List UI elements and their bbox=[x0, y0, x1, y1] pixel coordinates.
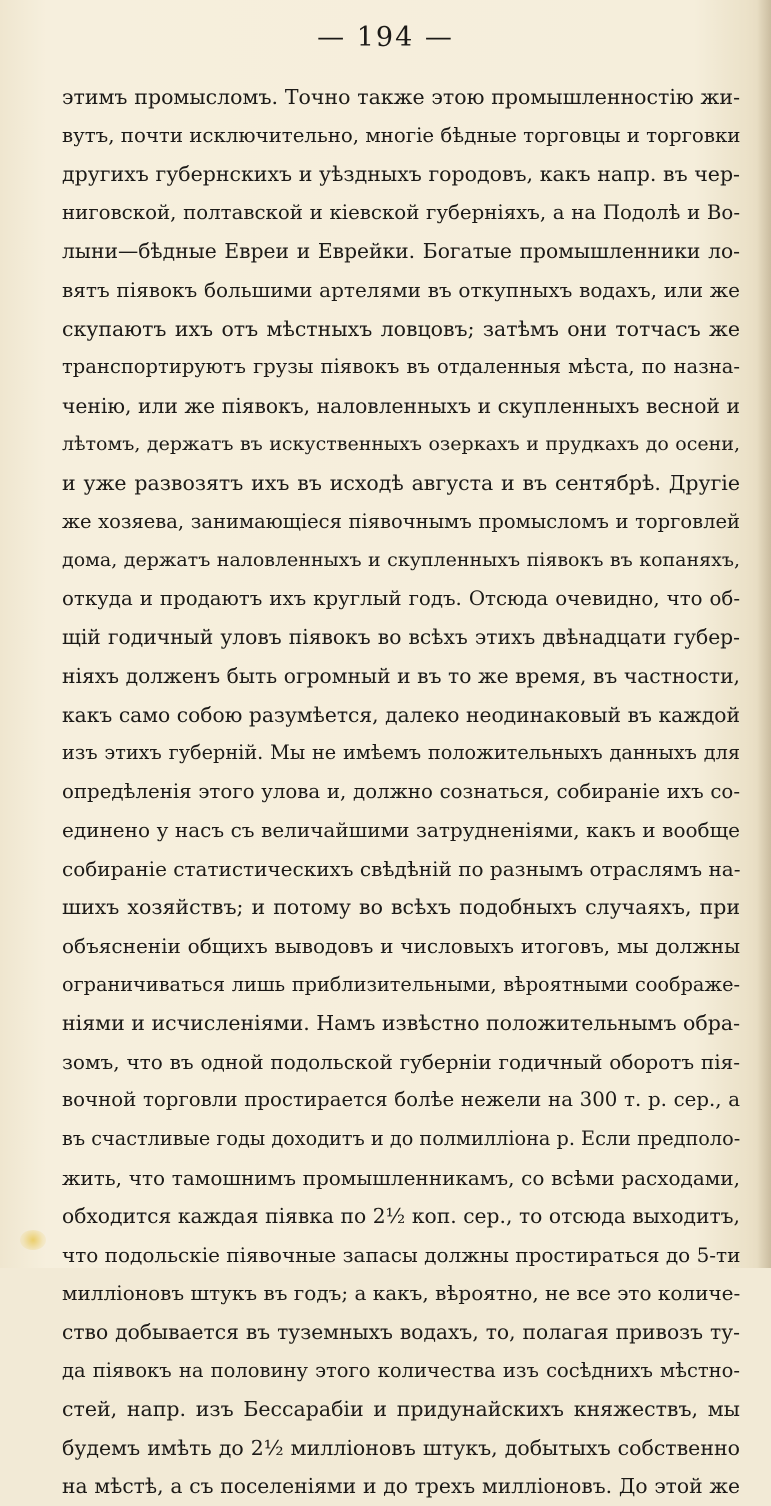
text-line: объясненіи общихъ выводовъ и числовыхъ итоговъ, мы должны bbox=[62, 934, 740, 959]
text-line: ніяхъ долженъ быть огромный и въ то же время, въ частности, bbox=[62, 663, 740, 688]
body-text bbox=[62, 78, 740, 1506]
text-line: какъ само собою разумѣется, далеко неодинаковый въ каждой bbox=[62, 702, 740, 727]
page-edge-shadow bbox=[757, 0, 771, 1268]
text-line: откуда и продаютъ ихъ круглый годъ. Отсюда очевидно, что об- bbox=[62, 586, 740, 610]
text-line: ограничиваться лишь приблизительными, вѣроятными соображе- bbox=[62, 972, 740, 996]
text-line: транспортируютъ грузы піявокъ въ отдаленныя мѣста, по назна- bbox=[62, 355, 740, 379]
text-line: скупаютъ ихъ отъ мѣстныхъ ловцовъ; затѣмъ они тотчасъ же bbox=[62, 316, 740, 341]
text-line: вутъ, почти исключительно, многіе бѣдные торговцы и торговки bbox=[62, 123, 741, 147]
text-line: да піявокъ на половину этого количества изъ сосѣднихъ мѣстно- bbox=[62, 1358, 740, 1382]
text-line: и уже развозятъ ихъ въ исходѣ августа и въ сентябрѣ. Другіе bbox=[62, 470, 740, 495]
text-line: ченію, или же піявокъ, наловленныхъ и скупленныхъ весной и bbox=[62, 393, 740, 418]
text-line: шихъ хозяйствъ; и потому во всѣхъ подобныхъ случаяхъ, при bbox=[62, 895, 740, 920]
text-line: вочной торговли простирается болѣе нежели на 300 т. р. сер., а bbox=[62, 1088, 740, 1112]
paper-stain bbox=[20, 1230, 46, 1250]
text-line: милліоновъ штукъ въ годъ; а какъ, вѣроятно, не все это количе- bbox=[62, 1281, 741, 1306]
text-line: стей, напр. изъ Бессарабіи и придунайскихъ княжествъ, мы bbox=[62, 1397, 740, 1422]
text-line: этимъ промысломъ. Точно также этою промышленностію жи- bbox=[62, 85, 740, 109]
text-line: другихъ губернскихъ и уѣздныхъ городовъ, какъ напр. въ чер- bbox=[62, 162, 740, 187]
text-line: зомъ, что въ одной подольской губерніи годичный оборотъ пія- bbox=[62, 1049, 740, 1074]
text-line: лѣтомъ, держатъ въ искуственныхъ озеркахъ и прудкахъ до осени, bbox=[62, 433, 740, 456]
text-line: вятъ піявокъ большими артелями въ откупныхъ водахъ, или же bbox=[62, 277, 740, 302]
text-line: дома, держатъ наловленныхъ и скупленныхъ піявокъ въ копаняхъ, bbox=[62, 549, 740, 572]
text-line: ніями и исчисленіями. Намъ извѣстно положительнымъ обра- bbox=[62, 1011, 740, 1036]
text-line: опредѣленія этого улова и, должно сознаться, собираніе ихъ со- bbox=[62, 779, 740, 803]
text-line: лыни—бѣдные Евреи и Еврейки. Богатые промышленники ло- bbox=[62, 239, 740, 264]
text-line: же хозяева, занимающіеся піявочнымъ промысломъ и торговлей bbox=[62, 509, 740, 533]
text-line: что подольскіе піявочные запасы должны простираться до 5-ти bbox=[62, 1242, 741, 1267]
text-line: въ счастливые годы доходитъ и до полмилліона р. Если предполо- bbox=[62, 1127, 741, 1151]
text-line: ство добывается въ туземныхъ водахъ, то, полагая привозъ ту- bbox=[62, 1320, 740, 1344]
text-line: щій годичный уловъ піявокъ во всѣхъ этихъ двѣнадцати губер- bbox=[62, 625, 740, 650]
text-line: ниговской, полтавской и кіевской губерніяхъ, а на Подолѣ и Во- bbox=[62, 200, 740, 224]
text-line: единено у насъ съ величайшими затрудненіями, какъ и вообще bbox=[62, 818, 740, 843]
text-line: изъ этихъ губерній. Мы не имѣемъ положительныхъ данныхъ для bbox=[62, 741, 740, 765]
text-line: будемъ имѣть до 2½ милліоновъ штукъ, добытыхъ собственно bbox=[62, 1435, 740, 1460]
text-line: собираніе статистическихъ свѣдѣній по разнымъ отраслямъ на- bbox=[62, 856, 741, 881]
text-line: на мѣстѣ, а съ поселеніями и до трехъ милліоновъ. До этой же bbox=[62, 1474, 740, 1499]
page-number: — 194 — bbox=[317, 22, 454, 53]
text-line: обходится каждая піявка по 2½ коп. сер., то отсюда выходитъ, bbox=[62, 1204, 740, 1229]
text-line: жить, что тамошнимъ промышленникамъ, со всѣми расходами, bbox=[62, 1165, 740, 1190]
